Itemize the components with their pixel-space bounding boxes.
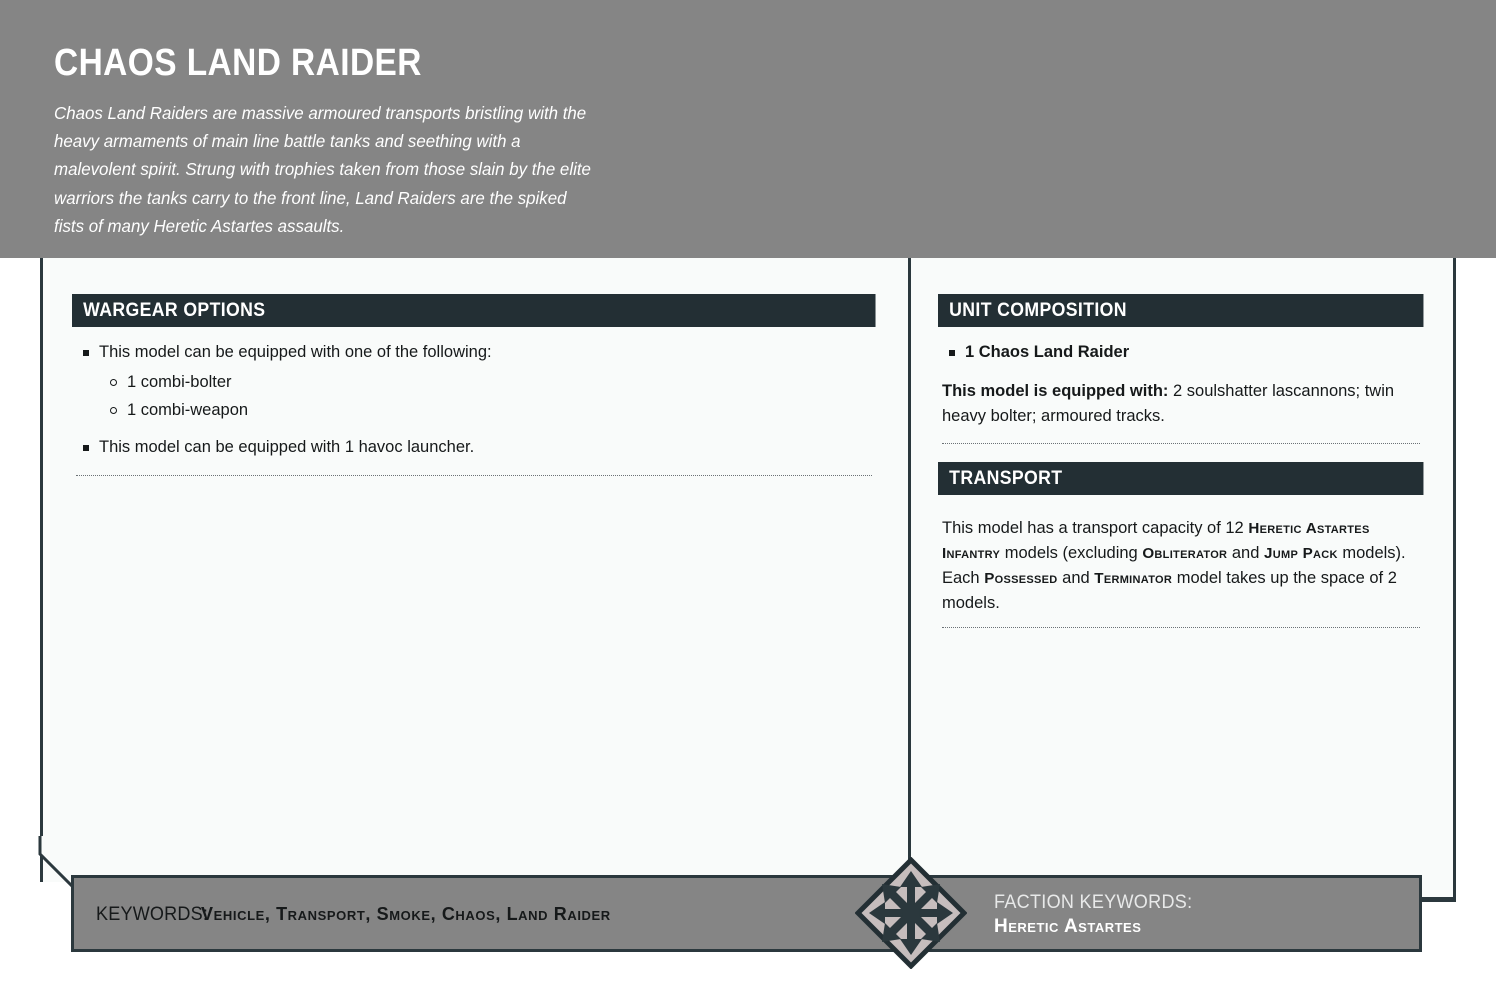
keyword-possessed: Possessed [984,570,1058,587]
right-column [938,294,1424,628]
chaos-star-icon [855,857,967,969]
transport-text-6: model takes up the space of 2 models. [942,569,1397,612]
list-item: 1 combi-bolter [99,368,872,396]
lore-text: Chaos Land Raiders are massive armoured transports bristling with the heavy armaments of main line battle tanks and seething with a malevolent spirit. Strung with trophies taken from those slain by the elite warriors the tanks carry to the front line, Land Raiders are the spiked fists of many Heretic Astartes assaults. [54,103,591,236]
transport-text-2: models (excluding [1000,544,1143,562]
left-column [72,294,876,476]
keyword-terminator: Terminator [1094,570,1173,587]
wargear-sublist [99,368,872,424]
section-divider [76,475,872,476]
wargear-bullet-1: This model can be equipped with one of the following: [99,343,492,361]
page-title: CHAOS LAND RAIDER [54,42,422,84]
faction-keywords-label: FACTION KEYWORDS: [994,892,1193,913]
spacer [938,444,1424,462]
keyword-obliterator: Obliterator [1142,545,1228,562]
list-item [76,339,872,424]
keywords-footer-bar [71,875,1422,952]
wargear-list [76,339,872,461]
keywords-label: KEYWORDS: [96,904,209,925]
list-item: This model can be equipped with 1 havoc launcher. [76,434,872,461]
section-header-transport: TRANSPORT [938,462,1424,495]
section-header-wargear: WARGEAR OPTIONS [72,294,876,327]
transport-body [938,495,1424,628]
transport-text-5: and [1057,569,1095,587]
keywords-value: Vehicle, Transport, Smoke, Chaos, Land Raider [201,904,611,924]
list-item: 1 Chaos Land Raider [942,339,1420,366]
transport-text-4: models). Each [942,544,1406,587]
column-divider [908,258,911,880]
wargear-body [72,327,876,476]
equipped-label: This model is equipped with: [942,382,1169,400]
transport-text-1: This model has a transport capacity of 12 [942,519,1249,537]
unit-composition-body [938,327,1424,444]
footer-tail [1419,899,1456,902]
transport-text-3: and [1227,544,1264,562]
faction-keywords-value: Heretic Astartes [994,916,1142,937]
section-divider [942,627,1420,628]
keyword-heretic-astartes-infantry: Heretic Astartes Infantry [942,520,1370,562]
unit-composition-list [942,339,1420,366]
equipped-with-paragraph [942,379,1420,429]
card-header [0,0,1496,258]
equipped-value: 2 soulshatter lascannons; twin heavy bolter; armoured tracks. [942,382,1395,425]
keyword-jump-pack: Jump Pack [1264,545,1338,562]
transport-paragraph [942,516,1420,616]
list-item: 1 combi-weapon [99,396,872,424]
section-header-unit-composition: UNIT COMPOSITION [938,294,1424,327]
